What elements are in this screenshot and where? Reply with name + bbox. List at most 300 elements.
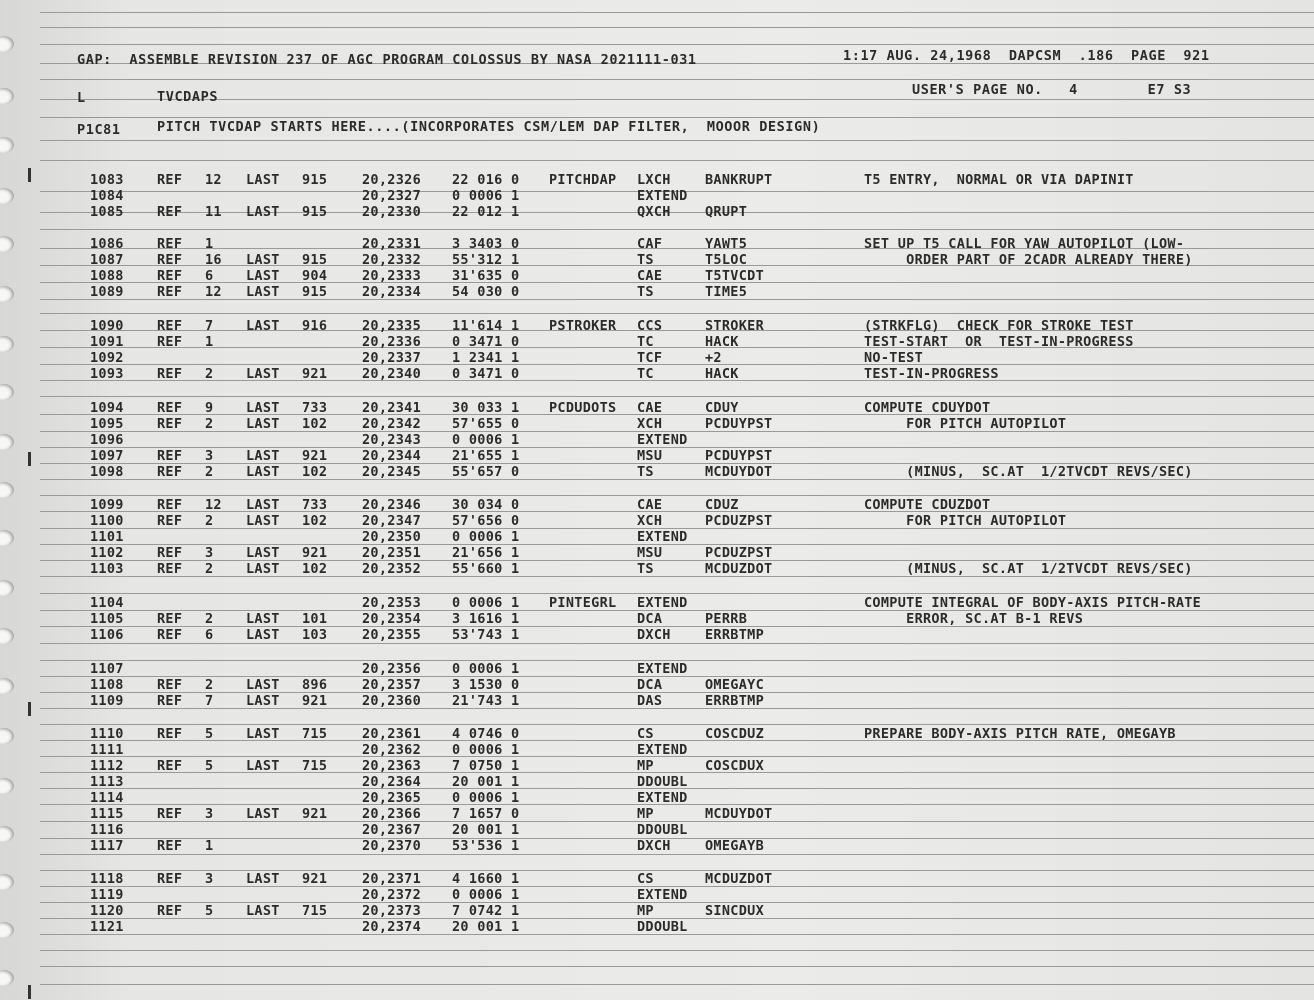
opcode: CAE bbox=[637, 400, 663, 416]
listing-row bbox=[0, 448, 1314, 464]
ref-count: 3 bbox=[205, 871, 214, 887]
listing-row bbox=[0, 284, 1314, 300]
operand: PCDUYPST bbox=[705, 448, 773, 464]
last-keyword: LAST bbox=[246, 611, 280, 627]
ref-keyword: REF bbox=[157, 627, 183, 643]
last-keyword: LAST bbox=[246, 497, 280, 513]
last-page: 102 bbox=[302, 464, 328, 480]
line-number: 1085 bbox=[90, 204, 124, 220]
line-number: 1089 bbox=[90, 284, 124, 300]
ref-keyword: REF bbox=[157, 838, 183, 854]
line-number: 1100 bbox=[90, 513, 124, 529]
line-number: 1093 bbox=[90, 366, 124, 382]
line-number: 1112 bbox=[90, 758, 124, 774]
operand: MCDUYDOT bbox=[705, 464, 773, 480]
operand: TIME5 bbox=[705, 284, 748, 300]
octal-code: 0 0006 1 bbox=[452, 595, 520, 611]
operand: ERRBTMP bbox=[705, 627, 764, 643]
ref-count: 2 bbox=[205, 677, 214, 693]
opcode: DDOUBL bbox=[637, 774, 688, 790]
listing-row bbox=[0, 416, 1314, 432]
opcode: TS bbox=[637, 464, 654, 480]
line-number: 1107 bbox=[90, 661, 124, 677]
ref-keyword: REF bbox=[157, 726, 183, 742]
line-number: 1096 bbox=[90, 432, 124, 448]
line-number: 1084 bbox=[90, 188, 124, 204]
margin-change-bar bbox=[28, 168, 31, 182]
opcode: DDOUBL bbox=[637, 919, 688, 935]
memory-address: 20,2356 bbox=[362, 661, 421, 677]
listing-row bbox=[0, 350, 1314, 366]
instruction-label: PSTROKER bbox=[549, 318, 617, 334]
section-title: PITCH TVCDAP STARTS HERE....(INCORPORATES CSM/LEM DAP FILTER, MOOOR DESIGN) bbox=[157, 119, 821, 135]
feed-hole bbox=[0, 970, 14, 986]
memory-address: 20,2335 bbox=[362, 318, 421, 334]
comment: NO-TEST bbox=[864, 350, 923, 366]
listing-row bbox=[0, 172, 1314, 188]
operand: HACK bbox=[705, 366, 739, 382]
ref-count: 5 bbox=[205, 726, 214, 742]
operand: CDUY bbox=[705, 400, 739, 416]
octal-code: 31'635 0 bbox=[452, 268, 520, 284]
octal-code: 21'655 1 bbox=[452, 448, 520, 464]
listing-row bbox=[0, 790, 1314, 806]
feed-hole bbox=[0, 36, 14, 52]
ref-keyword: REF bbox=[157, 871, 183, 887]
operand: T5LOC bbox=[705, 252, 748, 268]
memory-address: 20,2343 bbox=[362, 432, 421, 448]
line-number: 1087 bbox=[90, 252, 124, 268]
opcode: EXTEND bbox=[637, 742, 688, 758]
ruled-line bbox=[40, 966, 1314, 967]
ref-count: 3 bbox=[205, 545, 214, 561]
memory-address: 20,2362 bbox=[362, 742, 421, 758]
instruction-label: PINTEGRL bbox=[549, 595, 617, 611]
ref-count: 2 bbox=[205, 561, 214, 577]
last-keyword: LAST bbox=[246, 204, 280, 220]
line-number: 1117 bbox=[90, 838, 124, 854]
listing-row bbox=[0, 774, 1314, 790]
ruled-line bbox=[40, 160, 1314, 161]
operand: YAWT5 bbox=[705, 236, 748, 252]
last-page: 733 bbox=[302, 400, 328, 416]
last-page: 102 bbox=[302, 416, 328, 432]
memory-address: 20,2347 bbox=[362, 513, 421, 529]
last-page: 915 bbox=[302, 284, 328, 300]
feed-hole bbox=[0, 384, 14, 400]
ref-keyword: REF bbox=[157, 448, 183, 464]
operand: PCDUZPST bbox=[705, 513, 773, 529]
listing-row bbox=[0, 529, 1314, 545]
opcode: MP bbox=[637, 758, 654, 774]
header-date-page: 1:17 AUG. 24,1968 DAPCSM .186 PAGE 921 bbox=[843, 48, 1210, 64]
octal-code: 3 1616 1 bbox=[452, 611, 520, 627]
memory-address: 20,2354 bbox=[362, 611, 421, 627]
operand: PCDUYPST bbox=[705, 416, 773, 432]
octal-code: 7 1657 0 bbox=[452, 806, 520, 822]
octal-code: 54 030 0 bbox=[452, 284, 520, 300]
line-number: 1103 bbox=[90, 561, 124, 577]
ref-count: 12 bbox=[205, 497, 222, 513]
operand: HACK bbox=[705, 334, 739, 350]
opcode: QXCH bbox=[637, 204, 671, 220]
listing-row bbox=[0, 188, 1314, 204]
margin-change-bar bbox=[28, 702, 31, 716]
ref-count: 3 bbox=[205, 806, 214, 822]
ref-count: 16 bbox=[205, 252, 222, 268]
octal-code: 11'614 1 bbox=[452, 318, 520, 334]
ref-keyword: REF bbox=[157, 204, 183, 220]
comment: FOR PITCH AUTOPILOT bbox=[864, 513, 1067, 529]
comment: ORDER PART OF 2CADR ALREADY THERE) bbox=[864, 252, 1193, 268]
listing-row bbox=[0, 204, 1314, 220]
ref-count: 2 bbox=[205, 416, 214, 432]
line-number: 1114 bbox=[90, 790, 124, 806]
line-number: 1102 bbox=[90, 545, 124, 561]
ruled-line bbox=[40, 44, 1314, 45]
last-keyword: LAST bbox=[246, 561, 280, 577]
last-page: 102 bbox=[302, 561, 328, 577]
operand: QRUPT bbox=[705, 204, 748, 220]
ruled-line bbox=[40, 643, 1314, 644]
line-number: 1118 bbox=[90, 871, 124, 887]
listing-row bbox=[0, 758, 1314, 774]
ref-keyword: REF bbox=[157, 416, 183, 432]
header-log-section-flag: L bbox=[77, 90, 86, 106]
memory-address: 20,2361 bbox=[362, 726, 421, 742]
octal-code: 3 1530 0 bbox=[452, 677, 520, 693]
ref-keyword: REF bbox=[157, 464, 183, 480]
listing-row bbox=[0, 742, 1314, 758]
opcode: EXTEND bbox=[637, 661, 688, 677]
memory-address: 20,2365 bbox=[362, 790, 421, 806]
octal-code: 55'657 0 bbox=[452, 464, 520, 480]
ruled-line bbox=[40, 495, 1314, 496]
ref-keyword: REF bbox=[157, 677, 183, 693]
octal-code: 0 3471 0 bbox=[452, 334, 520, 350]
last-keyword: LAST bbox=[246, 318, 280, 334]
last-keyword: LAST bbox=[246, 252, 280, 268]
line-number: 1094 bbox=[90, 400, 124, 416]
memory-address: 20,2330 bbox=[362, 204, 421, 220]
operand: T5TVCDT bbox=[705, 268, 764, 284]
last-page: 921 bbox=[302, 693, 328, 709]
last-keyword: LAST bbox=[246, 366, 280, 382]
listing-row bbox=[0, 677, 1314, 693]
memory-address: 20,2353 bbox=[362, 595, 421, 611]
opcode: CCS bbox=[637, 318, 663, 334]
ref-count: 7 bbox=[205, 318, 214, 334]
last-keyword: LAST bbox=[246, 545, 280, 561]
opcode: MP bbox=[637, 903, 654, 919]
ref-keyword: REF bbox=[157, 806, 183, 822]
comment: FOR PITCH AUTOPILOT bbox=[864, 416, 1067, 432]
line-number: 1110 bbox=[90, 726, 124, 742]
opcode: EXTEND bbox=[637, 529, 688, 545]
ref-count: 1 bbox=[205, 236, 214, 252]
ref-count: 12 bbox=[205, 172, 222, 188]
line-number: 1115 bbox=[90, 806, 124, 822]
opcode: TC bbox=[637, 366, 654, 382]
line-number: 1104 bbox=[90, 595, 124, 611]
last-page: 921 bbox=[302, 545, 328, 561]
opcode: CAE bbox=[637, 268, 663, 284]
last-page: 733 bbox=[302, 497, 328, 513]
line-number: 1116 bbox=[90, 822, 124, 838]
listing-row bbox=[0, 661, 1314, 677]
comment: (STRKFLG) CHECK FOR STROKE TEST bbox=[864, 318, 1134, 334]
memory-address: 20,2352 bbox=[362, 561, 421, 577]
memory-address: 20,2340 bbox=[362, 366, 421, 382]
section-label: P1C81 bbox=[77, 122, 121, 138]
octal-code: 0 0006 1 bbox=[452, 432, 520, 448]
listing-row bbox=[0, 318, 1314, 334]
last-keyword: LAST bbox=[246, 903, 280, 919]
octal-code: 21'656 1 bbox=[452, 545, 520, 561]
ruled-line bbox=[40, 99, 1314, 100]
listing-row bbox=[0, 400, 1314, 416]
memory-address: 20,2332 bbox=[362, 252, 421, 268]
opcode: MSU bbox=[637, 448, 663, 464]
opcode: MP bbox=[637, 806, 654, 822]
memory-address: 20,2370 bbox=[362, 838, 421, 854]
last-keyword: LAST bbox=[246, 400, 280, 416]
ref-count: 12 bbox=[205, 284, 222, 300]
ref-count: 11 bbox=[205, 204, 222, 220]
listing-row bbox=[0, 693, 1314, 709]
operand: MCDUZDOT bbox=[705, 561, 773, 577]
line-number: 1097 bbox=[90, 448, 124, 464]
octal-code: 0 0006 1 bbox=[452, 790, 520, 806]
ref-keyword: REF bbox=[157, 400, 183, 416]
memory-address: 20,2341 bbox=[362, 400, 421, 416]
ref-keyword: REF bbox=[157, 172, 183, 188]
ruled-line bbox=[40, 950, 1314, 951]
opcode: TS bbox=[637, 284, 654, 300]
ref-keyword: REF bbox=[157, 284, 183, 300]
opcode: CS bbox=[637, 871, 654, 887]
last-page: 102 bbox=[302, 513, 328, 529]
ruled-line bbox=[40, 396, 1314, 397]
feed-hole bbox=[0, 137, 14, 153]
listing-row bbox=[0, 366, 1314, 382]
opcode: DXCH bbox=[637, 627, 671, 643]
octal-code: 57'656 0 bbox=[452, 513, 520, 529]
opcode: EXTEND bbox=[637, 595, 688, 611]
header-assembly-title: GAP: ASSEMBLE REVISION 237 OF AGC PROGRAM COLOSSUS BY NASA 2021111-031 bbox=[77, 52, 697, 68]
last-keyword: LAST bbox=[246, 726, 280, 742]
ref-keyword: REF bbox=[157, 334, 183, 350]
operand: PERRB bbox=[705, 611, 748, 627]
memory-address: 20,2333 bbox=[362, 268, 421, 284]
memory-address: 20,2337 bbox=[362, 350, 421, 366]
last-keyword: LAST bbox=[246, 513, 280, 529]
octal-code: 3 3403 0 bbox=[452, 236, 520, 252]
feed-hole bbox=[0, 88, 14, 104]
opcode: LXCH bbox=[637, 172, 671, 188]
opcode: MSU bbox=[637, 545, 663, 561]
memory-address: 20,2345 bbox=[362, 464, 421, 480]
feed-hole bbox=[0, 580, 14, 596]
last-page: 904 bbox=[302, 268, 328, 284]
ref-keyword: REF bbox=[157, 252, 183, 268]
last-keyword: LAST bbox=[246, 871, 280, 887]
listing-row bbox=[0, 595, 1314, 611]
comment: (MINUS, SC.AT 1/2TVCDT REVS/SEC) bbox=[864, 561, 1193, 577]
memory-address: 20,2357 bbox=[362, 677, 421, 693]
last-page: 916 bbox=[302, 318, 328, 334]
memory-address: 20,2372 bbox=[362, 887, 421, 903]
line-number: 1095 bbox=[90, 416, 124, 432]
memory-address: 20,2350 bbox=[362, 529, 421, 545]
opcode: TC bbox=[637, 334, 654, 350]
octal-code: 0 0006 1 bbox=[452, 529, 520, 545]
ref-count: 2 bbox=[205, 366, 214, 382]
instruction-label: PITCHDAP bbox=[549, 172, 617, 188]
last-page: 715 bbox=[302, 726, 328, 742]
octal-code: 53'743 1 bbox=[452, 627, 520, 643]
opcode: EXTEND bbox=[637, 432, 688, 448]
line-number: 1086 bbox=[90, 236, 124, 252]
octal-code: 53'536 1 bbox=[452, 838, 520, 854]
listing-row bbox=[0, 903, 1314, 919]
ruled-line bbox=[40, 984, 1314, 985]
ref-keyword: REF bbox=[157, 268, 183, 284]
listing-row bbox=[0, 236, 1314, 252]
memory-address: 20,2351 bbox=[362, 545, 421, 561]
opcode: DAS bbox=[637, 693, 663, 709]
octal-code: 20 001 1 bbox=[452, 822, 520, 838]
last-keyword: LAST bbox=[246, 268, 280, 284]
memory-address: 20,2366 bbox=[362, 806, 421, 822]
memory-address: 20,2342 bbox=[362, 416, 421, 432]
feed-hole bbox=[0, 482, 14, 498]
opcode: EXTEND bbox=[637, 790, 688, 806]
octal-code: 0 3471 0 bbox=[452, 366, 520, 382]
listing-row bbox=[0, 611, 1314, 627]
line-number: 1101 bbox=[90, 529, 124, 545]
ref-count: 1 bbox=[205, 838, 214, 854]
ruled-line bbox=[40, 229, 1314, 230]
octal-code: 55'312 1 bbox=[452, 252, 520, 268]
opcode: EXTEND bbox=[637, 188, 688, 204]
operand: MCDUYDOT bbox=[705, 806, 773, 822]
ref-count: 2 bbox=[205, 513, 214, 529]
memory-address: 20,2360 bbox=[362, 693, 421, 709]
header-log-section-name: TVCDAPS bbox=[157, 89, 219, 105]
last-keyword: LAST bbox=[246, 284, 280, 300]
ruled-line bbox=[40, 27, 1314, 28]
listing-row bbox=[0, 919, 1314, 935]
line-number: 1098 bbox=[90, 464, 124, 480]
memory-address: 20,2344 bbox=[362, 448, 421, 464]
opcode: DCA bbox=[637, 677, 663, 693]
operand: PCDUZPST bbox=[705, 545, 773, 561]
line-number: 1090 bbox=[90, 318, 124, 334]
operand: OMEGAYC bbox=[705, 677, 764, 693]
last-page: 915 bbox=[302, 252, 328, 268]
listing-row bbox=[0, 871, 1314, 887]
ref-count: 6 bbox=[205, 627, 214, 643]
last-page: 921 bbox=[302, 448, 328, 464]
memory-address: 20,2367 bbox=[362, 822, 421, 838]
ref-keyword: REF bbox=[157, 318, 183, 334]
ref-count: 2 bbox=[205, 611, 214, 627]
octal-code: 30 033 1 bbox=[452, 400, 520, 416]
ref-keyword: REF bbox=[157, 903, 183, 919]
last-page: 896 bbox=[302, 677, 328, 693]
instruction-label: PCDUDOTS bbox=[549, 400, 617, 416]
last-keyword: LAST bbox=[246, 464, 280, 480]
octal-code: 4 0746 0 bbox=[452, 726, 520, 742]
listing-row bbox=[0, 726, 1314, 742]
last-page: 915 bbox=[302, 172, 328, 188]
comment: TEST-START OR TEST-IN-PROGRESS bbox=[864, 334, 1134, 350]
ref-count: 1 bbox=[205, 334, 214, 350]
operand: CDUZ bbox=[705, 497, 739, 513]
octal-code: 21'743 1 bbox=[452, 693, 520, 709]
memory-address: 20,2374 bbox=[362, 919, 421, 935]
operand: +2 bbox=[705, 350, 722, 366]
line-number: 1113 bbox=[90, 774, 124, 790]
comment: TEST-IN-PROGRESS bbox=[864, 366, 999, 382]
last-page: 915 bbox=[302, 204, 328, 220]
memory-address: 20,2336 bbox=[362, 334, 421, 350]
ruled-line bbox=[40, 593, 1314, 594]
operand: STROKER bbox=[705, 318, 764, 334]
last-keyword: LAST bbox=[246, 758, 280, 774]
listing-row bbox=[0, 464, 1314, 480]
last-page: 921 bbox=[302, 871, 328, 887]
ruled-line bbox=[40, 140, 1314, 141]
octal-code: 57'655 0 bbox=[452, 416, 520, 432]
opcode: XCH bbox=[637, 416, 663, 432]
opcode: DDOUBL bbox=[637, 822, 688, 838]
last-keyword: LAST bbox=[246, 806, 280, 822]
memory-address: 20,2326 bbox=[362, 172, 421, 188]
last-keyword: LAST bbox=[246, 677, 280, 693]
octal-code: 22 016 0 bbox=[452, 172, 520, 188]
margin-change-bar bbox=[28, 452, 31, 466]
comment: COMPUTE CDUYDOT bbox=[864, 400, 991, 416]
line-number: 1083 bbox=[90, 172, 124, 188]
ref-keyword: REF bbox=[157, 513, 183, 529]
last-keyword: LAST bbox=[246, 416, 280, 432]
comment: T5 ENTRY, NORMAL OR VIA DAPINIT bbox=[864, 172, 1134, 188]
operand: OMEGAYB bbox=[705, 838, 764, 854]
memory-address: 20,2364 bbox=[362, 774, 421, 790]
listing-row bbox=[0, 545, 1314, 561]
ref-count: 7 bbox=[205, 693, 214, 709]
operand: ERRBTMP bbox=[705, 693, 764, 709]
opcode: XCH bbox=[637, 513, 663, 529]
last-page: 921 bbox=[302, 366, 328, 382]
octal-code: 4 1660 1 bbox=[452, 871, 520, 887]
octal-code: 0 0006 1 bbox=[452, 188, 520, 204]
line-number: 1119 bbox=[90, 887, 124, 903]
memory-address: 20,2327 bbox=[362, 188, 421, 204]
last-page: 103 bbox=[302, 627, 328, 643]
line-number: 1105 bbox=[90, 611, 124, 627]
last-page: 921 bbox=[302, 806, 328, 822]
opcode: CS bbox=[637, 726, 654, 742]
comment: (MINUS, SC.AT 1/2TVCDT REVS/SEC) bbox=[864, 464, 1193, 480]
comment: COMPUTE INTEGRAL OF BODY-AXIS PITCH-RATE bbox=[864, 595, 1202, 611]
listing-row bbox=[0, 887, 1314, 903]
last-keyword: LAST bbox=[246, 448, 280, 464]
opcode: TCF bbox=[637, 350, 663, 366]
ref-keyword: REF bbox=[157, 497, 183, 513]
